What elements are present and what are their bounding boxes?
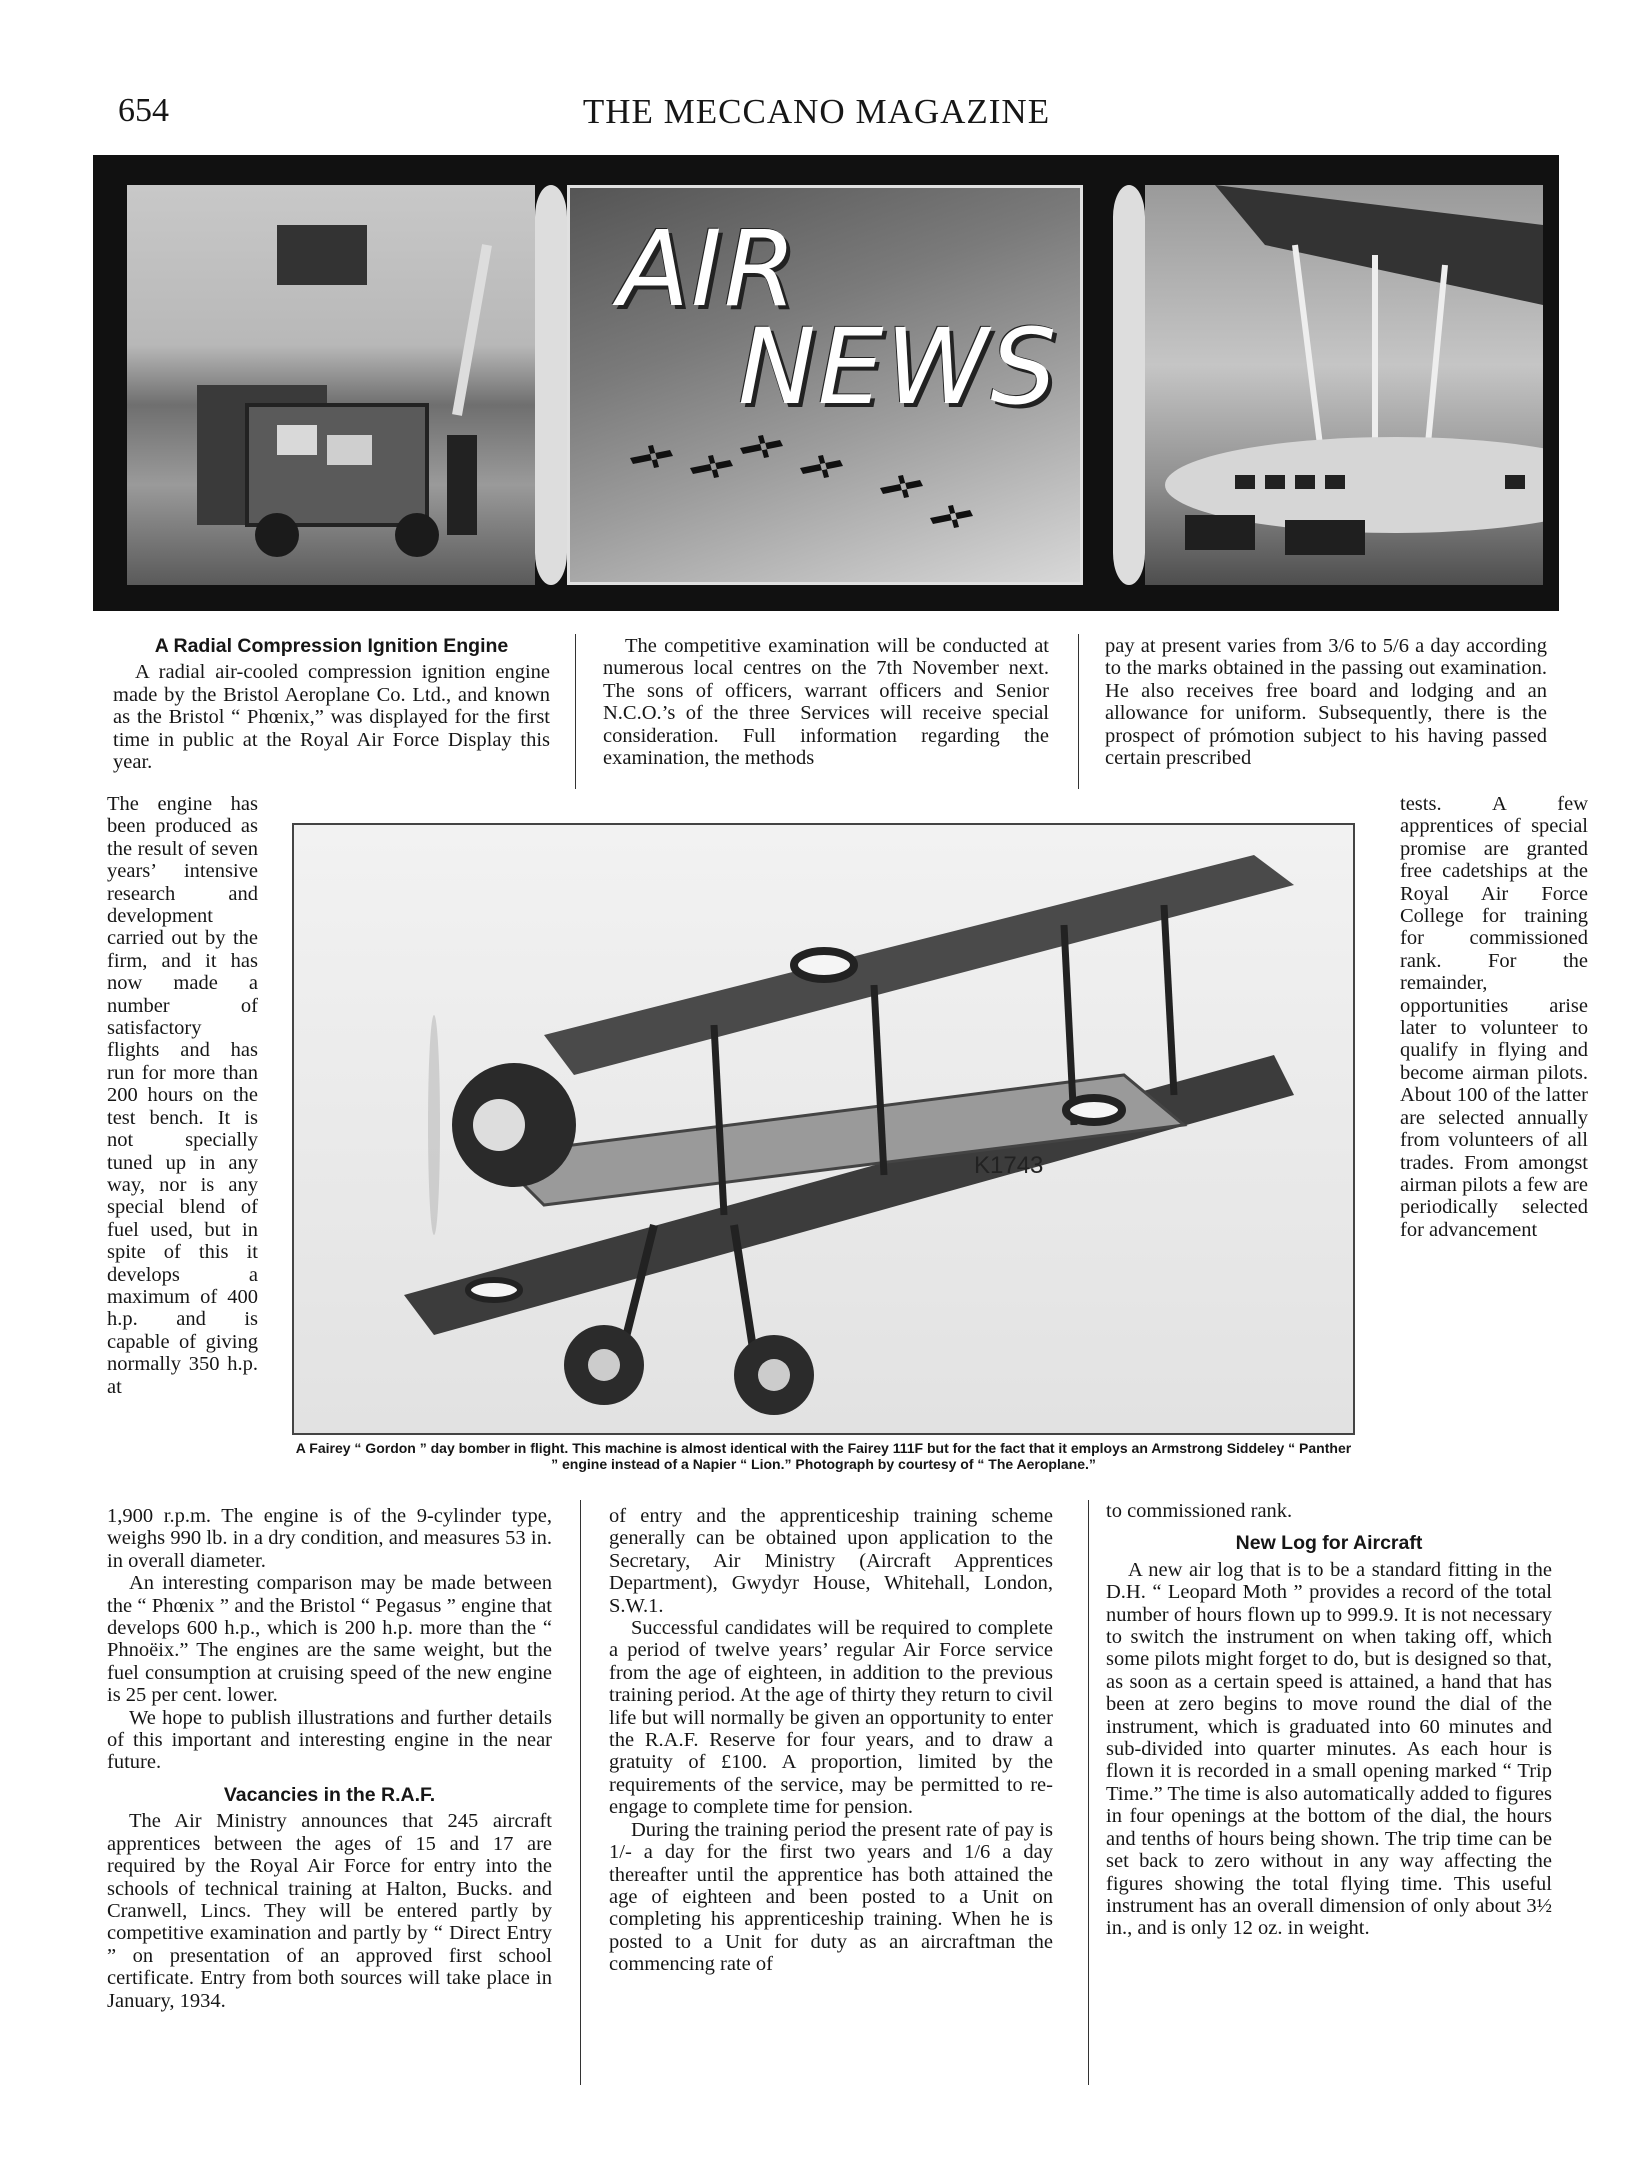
article-paragraph: The competitive examination will be conducted at numerous local centres on the 7th November next. The sons of officers, warrant officers and Senior N.C.O.’s of the three Services will receive special consideration. Full information regarding the examination, the methods <box>603 635 1049 770</box>
article-paragraph: of entry and the apprenticeship training scheme generally can be obtained upon application to the Secretary, Air Ministry (Aircraft Apprentices Department), Gwydyr House, Whitehall, London, S.W.1. <box>609 1505 1053 1617</box>
article-vacancies-col3-top <box>1105 635 1547 769</box>
article-engine-continued <box>107 1505 552 2012</box>
banner-photo-airliner <box>1145 185 1543 585</box>
article-paragraph: During the training period the present rate of pay is 1/- a day for the first two years and 1/6 a day thereafter until the apprentice has both attained the age of eighteen and been posted to a Unit on completing his apprenticeship training. When he is posted to a Unit for duty as an aircraftman the commencing rate of <box>609 1818 1053 1976</box>
aircraft-serial: K1743 <box>974 1152 1044 1179</box>
air-news-banner <box>93 155 1559 611</box>
magazine-title: THE MECCANO MAGAZINE <box>582 92 1051 131</box>
banner-title-air: AIR <box>618 208 799 330</box>
propeller-right-icon <box>1113 185 1145 585</box>
fairey-gordon-photo <box>292 823 1355 1435</box>
article-vacancies-col2-top <box>603 635 1049 769</box>
article-paragraph: The Air Ministry announces that 245 aircraft apprentices between the ages of 15 and 17 are required by the Royal Air Force for entry into the schools of technical training at Halton, Bucks. and Cranwell, Lincs. They will be entered partly by competitive examination and partly by “ Direct Entry ” on presentation of an approved first school certificate. Entry from both sources will take place in January, 1934. <box>107 1810 552 2012</box>
article-log-column <box>1106 1500 1552 1940</box>
article-compression-engine <box>113 635 550 773</box>
article-paragraph: tests. A few apprentices of special promise are granted free cadetships at the Royal Air Force College for training for commissioned rank. For the remainder, opportunities arise later to volunteer to qualify in flying and become airman pilots. About 100 of the latter are selected annually from volunteers of all trades. From amongst airman pilots a few are periodically selected for advancement <box>1400 793 1588 1241</box>
propeller-left-icon <box>535 185 567 585</box>
article-paragraph: 1,900 r.p.m. The engine is of the 9-cylinder type, weighs 990 lb. in a dry condition, and measures 53 in. in overall diameter. <box>107 1505 552 1572</box>
photo-caption: A Fairey “ Gordon ” day bomber in flight. This machine is almost identical with the Fairey 111F but for the fact that it employs an Armstrong Siddeley “ Panther ” engine instead of a Napier “ Lion.” Photograph by courtesy of “ The Aeroplane.” <box>295 1440 1352 1472</box>
article-paragraph: We hope to publish illustrations and further details of this important and interesting engine in the near future. <box>107 1706 552 1774</box>
banner-title-news: NEWS <box>738 306 1059 428</box>
banner-photo-cargo-loading <box>127 185 535 585</box>
article-paragraph: The engine has been produced as the result of seven years’ intensive research and development carried out by the firm, and it has now made a number of satisfactory flights and has run for more than 200 hours on the test bench. It is not specially tuned up in any way, nor is any special blend of fuel used, but in spite of this it develops a maximum of 400 h.p. and is capable of giving normally 350 h.p. at <box>107 793 258 1398</box>
article-paragraph: Successful candidates will be required to complete a period of twelve years’ regular Air Force service from the age of eighteen, in addition to the previous training period. At the age of thirty they return to civil life but will normally be given an opportunity to enter the R.A.F. Reserve for four years, and to draw a gratuity of £100. A proportion, limited by the requirements of the service, may be permitted to re-engage to complete time for pension. <box>609 1617 1053 1819</box>
article-vacancies-col2-bottom <box>609 1505 1053 1976</box>
article-heading: A Radial Compression Ignition Engine <box>154 635 509 657</box>
article-paragraph: A new air log that is to be a standard fitting in the D.H. “ Leopard Moth ” provides a record of the total number of hours flown up to 999.9. It is not necessary to switch the instrument on when taking off, which some pilots might forget to do, but is designed so that, as soon as a certain speed is attained, a hand that has been at zero begins to move round the dial of the instrument, which is graduated into 60 minutes and sub-divided into quarter minutes. As each hour is flown it is recorded in a small opening marked “ Trip Time.” The time is also automatically added to figures in four openings at the bottom of the dial, the hours and tenths of hours being shown. The trip time can be set back to zero without in any way affecting the figures showing the total flying time. This useful instrument has an overall dimension of only about 3½ in., and is only 12 oz. in weight. <box>1106 1558 1552 1940</box>
article-heading-vacancies: Vacancies in the R.A.F. <box>223 1783 436 1806</box>
formation-aircraft-icon <box>630 428 1050 568</box>
banner-title-panel <box>567 185 1083 585</box>
article-paragraph: pay at present varies from 3/6 to 5/6 a day according to the marks obtained in the passing out examination. He also receives free board and lodging and an allowance for uniform. Subsequently, there is the prospect of prómotion subject to his having passed certain prescribed <box>1105 635 1547 770</box>
article-paragraph: An interesting comparison may be made between the “ Phœnix ” and the Bristol “ Pegasus ” engine that develops 600 h.p., which is 200 h.p. more than the “ Phnoëix.” The engines are the same weight, but the fuel consumption at cruising speed of the new engine is 25 per cent. lower. <box>107 1572 552 1707</box>
page-number: 654 <box>118 92 169 129</box>
article-paragraph: A radial air-cooled compression ignition engine made by the Bristol Aeroplane Co. Ltd., and known as the Bristol “ Phœnix,” was displayed for the first time in public at the Royal Air Force Display this year. <box>113 661 550 774</box>
article-engine-narrow-text <box>107 793 258 1398</box>
article-vacancies-narrow-text <box>1400 793 1588 1241</box>
article-paragraph: to commissioned rank. <box>1106 1500 1293 1522</box>
biplane-illustration <box>294 825 1353 1433</box>
article-heading-log: New Log for Aircraft <box>1235 1532 1423 1555</box>
